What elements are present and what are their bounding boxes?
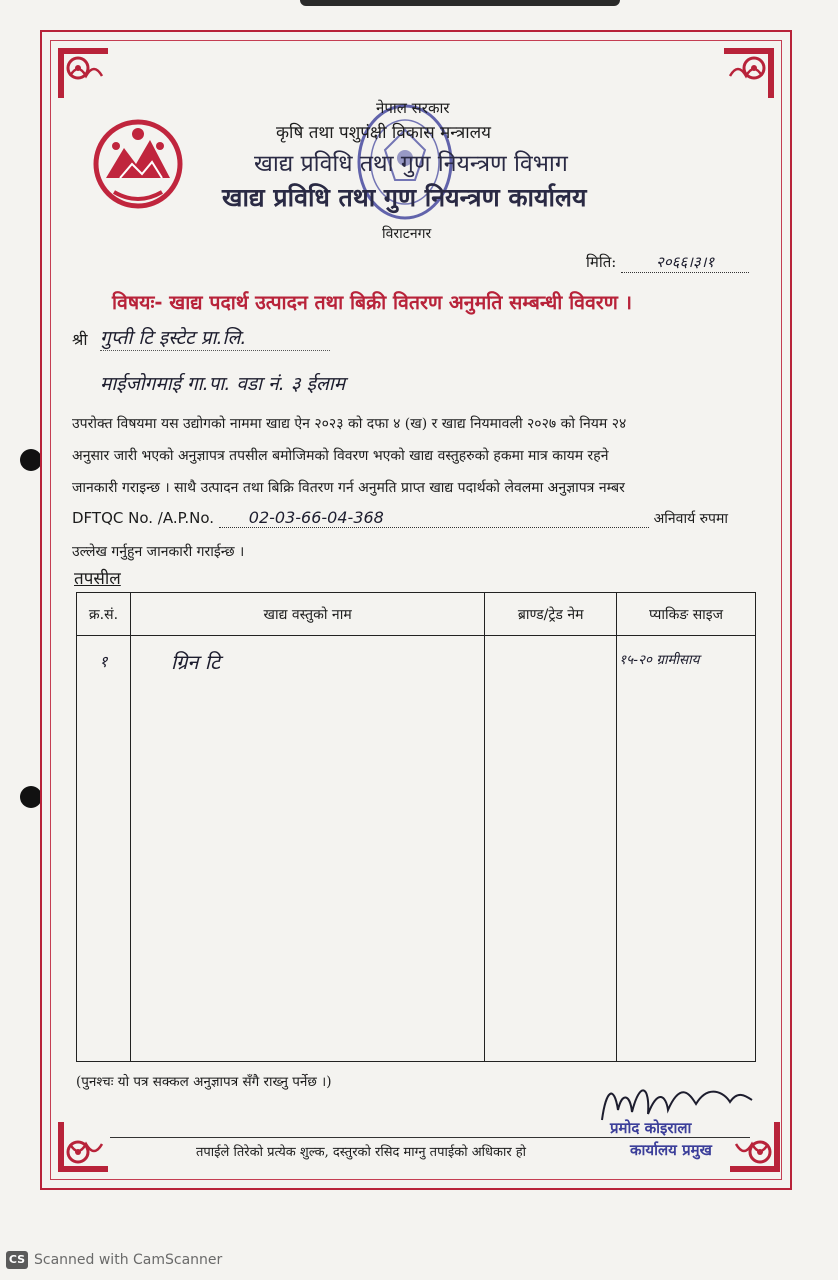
date-field [586,252,749,273]
body-line-5: उल्लेख गर्नुहुन जानकारी गराईन्छ । [72,544,245,560]
footer-divider [110,1137,750,1138]
row-item-name: ग्रिन टि [130,636,484,1062]
table-row [77,636,756,1062]
license-label: DFTQC No. /A.P.No. [72,509,214,527]
recipient-address: माईजोगमाई गा.पा. वडा नं. ३ ईलाम [100,373,346,395]
department-name: खाद्य प्रविधि तथा गुण नियन्त्रण विभाग [254,151,568,177]
corner-ornament-icon [56,46,116,106]
header-item-name: खाद्य वस्तुको नाम [130,593,484,636]
scan-edge-shadow [300,0,620,6]
header-brand: ब्राण्ड/ट्रेड नेम [485,593,617,636]
header-sn: क्र.सं. [77,593,131,636]
footnote: (पुनश्चः यो पत्र सक्कल अनुज्ञापत्र सँगै राख्नु पर्नेछ ।) [76,1074,332,1090]
signatory-name: प्रमोद कोइराला [610,1119,692,1137]
footer-text: तपाईले तिरेको प्रत्येक शुल्क, दस्तुरको रसिद माग्नु तपाईको अधिकार हो [196,1145,527,1160]
body-line-1: उपरोक्त विषयमा यस उद्योगको नाममा खाद्य ऐन २०२३ को दफा ४ (ख) र खाद्य नियमावली २०२७ को नियम २४ [72,416,627,432]
scanner-watermark: Scanned with CamScanner [34,1252,223,1268]
row-packing-size: १५-२० ग्रामीसाय [617,636,756,1062]
office-name: खाद्य प्रविधि तथा गुण नियन्त्रण कार्यालय [222,183,587,212]
corner-ornament-icon [716,46,776,106]
date-value: २०६६।३।१ [621,252,749,273]
punch-hole-top [20,449,42,471]
license-number-line [72,508,728,528]
body-line-4-tail: अनिवार्य रुपमा [653,511,728,527]
nepal-emblem-icon [92,118,184,210]
government-label: नेपाल सरकार [376,99,450,117]
office-city: विराटनगर [382,226,432,242]
table-header-row [77,593,756,636]
date-label: मिति: [586,253,617,271]
body-line-3: जानकारी गराइन्छ । साथै उत्पादन तथा बिक्रि वितरण गर्न अनुमति प्राप्त खाद्य पदार्थको लेवलमा अनुज्ञापत्र नम्बर [72,480,625,496]
details-heading: तपसील [74,569,121,589]
header-packing-size: प्याकिङ साइज [617,593,756,636]
corner-ornament-icon [56,1114,116,1174]
license-number: 02-03-66-04-368 [219,508,649,528]
items-table [76,592,756,1062]
row-brand [485,636,617,1062]
recipient-name: गुप्ती टि इस्टेट प्रा.लि. [100,324,330,351]
camscanner-logo-icon: CS [6,1251,28,1269]
signatory-title: कार्यालय प्रमुख [630,1141,712,1159]
ministry-name: कृषि तथा पशुपंक्षी विकास मन्त्रालय [276,123,491,143]
punch-hole-bottom [20,786,42,808]
row-sn: १ [77,636,131,1062]
subject-line: विषयः- खाद्य पदार्थ उत्पादन तथा बिक्री वितरण अनुमति सम्बन्धी विवरण । [112,291,633,314]
recipient-prefix: श्री [72,330,88,349]
body-line-2: अनुसार जारी भएको अनुज्ञापत्र तपसील बमोजिमको विवरण भएको खाद्य वस्तुहरुको हकमा मात्र कायम रहने [72,448,609,464]
